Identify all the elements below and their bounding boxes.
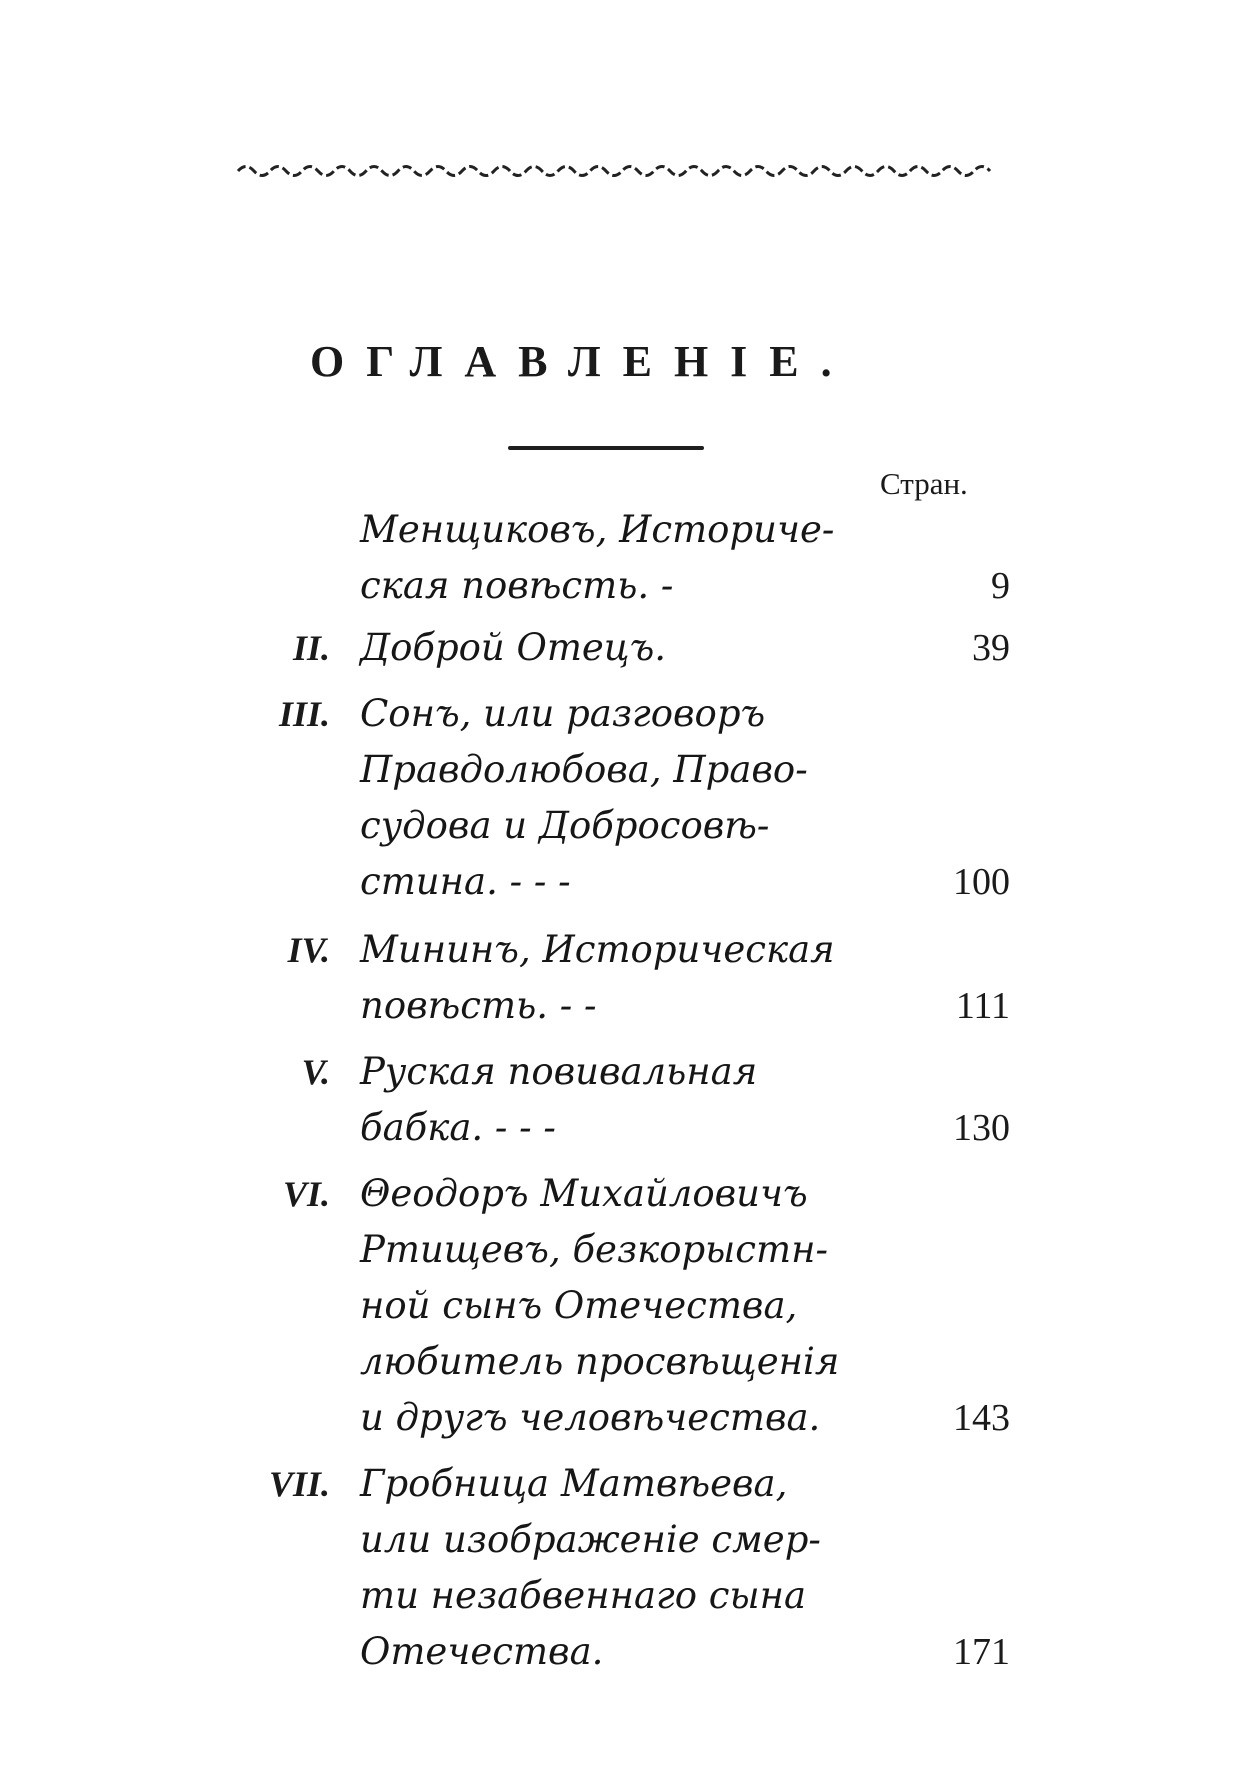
toc-entry-6-line-2: Ртищевъ, безкорыстн- — [360, 1228, 828, 1271]
toc-entry-5-number: V. — [301, 1052, 330, 1092]
toc-entry-3-line-4: стина. - - - — [360, 860, 571, 903]
toc-entry-3-line-3: судова и Добросовѣ- — [360, 804, 770, 847]
toc-entry-3-line-2: Правдолюбова, Право- — [360, 748, 808, 791]
toc-entry-6-number: VI. — [282, 1174, 330, 1214]
toc-entry-4-line-2: повѣсть. - - — [360, 984, 597, 1027]
toc-entry-7-line-1: Гробница Матвѣева, — [360, 1462, 788, 1505]
title-divider — [508, 446, 704, 450]
toc-entry-5-line-2: бабка. - - - — [360, 1106, 556, 1149]
toc-entry-3-page: 100 — [953, 861, 1010, 903]
toc-entry-5-line-1: Руская повивальная — [360, 1050, 758, 1093]
toc-entry-1-page: 9 — [991, 565, 1010, 607]
toc-entry-2-number: II. — [292, 628, 330, 668]
decorative-border-ornament — [236, 158, 1000, 184]
page-title: ОГЛАВЛЕНIЕ. — [310, 337, 854, 386]
toc-entry-7-line-4: Отечества. — [360, 1630, 604, 1673]
toc-entry-1-line-2: ская повѣсть. - — [360, 564, 674, 607]
toc-entry-4-line-1: Мининъ, Историческая — [360, 928, 835, 971]
toc-entry-2-line-1: Доброй Отецъ. — [360, 626, 667, 669]
toc-entry-4-page: 111 — [955, 985, 1010, 1027]
toc-entry-7-line-2: или изображеніе смер- — [360, 1518, 821, 1561]
toc-entry-2-page: 39 — [972, 627, 1010, 669]
toc-entry-3-number: III. — [278, 694, 330, 734]
toc-entry-6-line-1: Θеодоръ Михайловичъ — [360, 1172, 808, 1215]
toc-entry-6-line-3: ной сынъ Отечества, — [360, 1284, 798, 1327]
toc-entry-6-page: 143 — [953, 1397, 1010, 1439]
toc-entry-7-line-3: ти незабвеннаго сына — [360, 1574, 807, 1617]
toc-entry-6-line-5: и другъ человѣчества. — [360, 1396, 821, 1439]
toc-entry-5-page: 130 — [953, 1107, 1010, 1149]
toc-entry-7-page: 171 — [953, 1631, 1010, 1673]
toc-entry-7-number: VII. — [268, 1464, 330, 1504]
toc-entry-3-line-1: Сонъ, или разговоръ — [360, 692, 766, 735]
toc-entry-4-number: IV. — [287, 930, 330, 970]
toc-entry-1-line-1: Менщиковъ, Историче- — [360, 508, 835, 551]
page-column-header: Стран. — [880, 466, 968, 501]
toc-entry-6-line-4: любитель просвѣщенія — [360, 1340, 840, 1383]
